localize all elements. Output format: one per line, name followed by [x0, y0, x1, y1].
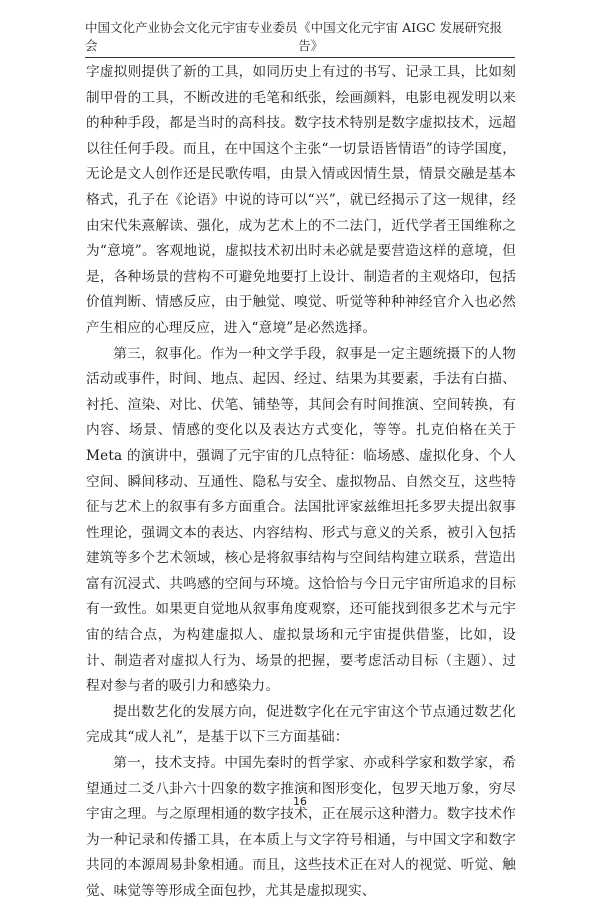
page-body — [86, 60, 516, 905]
header-organization: 中国文化产业协会文化元宇宙专业委员会 — [85, 20, 298, 53]
paragraph-1: 字虚拟则提供了新的工具，如同历史上有过的书写、记录工具，比如刻制甲骨的工具，不断改进的毛笔和纸张，绘画颜料，电影电视发明以来的种种手段，都是当时的高科技。数字技术特别是数字虚拟技术，远超以往任何手段。而且，在中国这个主张“一切景语皆情语”的诗学国度，无论是文人创作还是民歌传唱，由景入情或因情生景，情景交融是基本格式，孔子在《论语》中说的诗可以“兴”，就已经揭示了这一规律，经由宋代朱熹解读、强化，成为艺术上的不二法门，近代学者王国维称之为“意境”。客观地说，虚拟技术初出时未必就是要营造这样的意境，但是，各种场景的营构不可避免地要打上设计、制造者的主观烙印，包括价值判断、情感反应，由于触觉、嗅觉、听觉等种种神经官介入也必然产生相应的心理反应，进入“意境”是必然选择。 — [86, 64, 516, 336]
page-footer — [0, 795, 600, 808]
page-number: 16 — [293, 795, 307, 808]
page-header — [85, 20, 515, 54]
paragraph-2: 第三，叙事化。作为一种文学手段，叙事是一定主题统摄下的人物活动或事件，时间、地点、起因、经过、结果为其要素，手法有白描、衬托、渲染、对比、伏笔、铺垫等，其间会有时间推演、空间转换，有内容、场景、情感的变化以及表达方式变化，等等。扎克伯格在关于 Meta 的演讲中，强调了元宇宙的几点特征：临场感、虚拟化身、个人空间、瞬间移动、互通性、隐私与安全、虚拟物品、自然交互，这些特征与艺术上的叙事有多方面重合。法国批评家兹维坦托多罗夫提出叙事性理论，强调文本的表达、内容结构、形式与意义的关系，被引入包括建筑等多个艺术领域，核心是将叙事结构与空间结构建立联系，营造出富有沉浸式、共鸣感的空间与环境。这恰恰与今日元宇宙所追求的目标有一致性。如果更自觉地从叙事角度观察，还可能找到很多艺术与元宇宙的结合点，为构建虚拟人、虚拟景场和元宇宙提供借鉴，比如，设计、制造者对虚拟人行为、场景的把握，要考虑活动目标（主题）、过程对参与者的吸引力和感染力。 — [86, 345, 516, 695]
header-report-title: 《中国文化元宇宙 AIGC 发展研究报告》 — [298, 20, 503, 53]
paragraph-3: 提出数艺化的发展方向，促进数字化在元宇宙这个节点通过数艺化完成其“成人礼”，是基于以下三方面基础： — [86, 703, 516, 746]
header-divider — [85, 57, 515, 58]
paragraph-4: 第一，技术支持。中国先秦时的哲学家、亦或科学家和数学家，希望通过二爻八卦六十四象的数字推演和图形变化，包罗天地万象，穷尽宇宙之理。与之原理相通的数字技术，正在展示这种潜力。数字技术作为一种记录和传播工具，在本质上与文字符号相通，与中国文字和数字共同的本源周易卦象相通。而且，这些技术正在对人的视觉、听觉、触觉、味觉等等形成全面包抄，尤其是虚拟现实、 — [86, 755, 516, 899]
